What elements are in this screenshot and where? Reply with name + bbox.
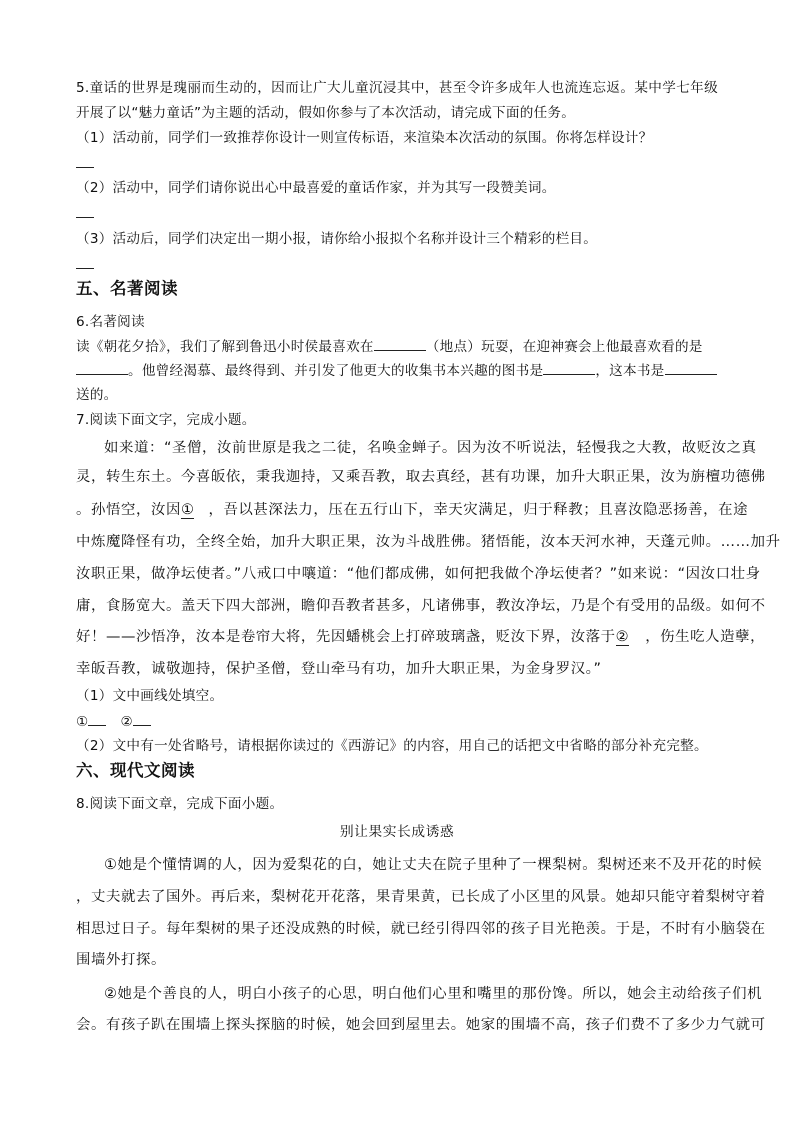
answer-blank[interactable] [76, 167, 94, 168]
article-line: 会。有孩子趴在围墙上探头探脑的时候，她会回到屋里去。她家的围墙不高，孩子们费不了多少力气就可 [76, 1017, 766, 1033]
fill-blank[interactable] [374, 336, 426, 351]
q6-line-2 [76, 360, 718, 381]
passage-text: 好！——沙悟净，汝本是卷帘大将，先因蟠桃会上打碎玻璃盏，贬汝下界，汝落于 [76, 629, 616, 645]
q6-text: （地点）玩耍，在迎神赛会上他最喜欢看的是 [425, 339, 703, 355]
q6-text: 读《朝花夕拾》，我们了解到鲁迅小时侯最喜欢在 [76, 339, 374, 355]
q7-passage-line: 如来道：“圣僧，汝前世原是我之二徒，名唤金蝉子。因为汝不听说法，轻慢我之大教，故贬汝之真 [104, 440, 757, 456]
answer-blank[interactable] [76, 268, 94, 269]
article-line: ，丈夫就去了国外。再后来，梨树花开花落，果青果黄，已长成了小区里的风景。她却只能守着梨树守着 [76, 889, 766, 905]
q7-label: 7.阅读下面文字，完成小题。 [76, 412, 256, 428]
q7-passage-line [76, 627, 766, 647]
section-heading: 五、名著阅读 [76, 279, 178, 298]
blank-marker-2[interactable]: ② [615, 629, 630, 645]
passage-text: ，吾以甚深法力，压在五行山下，幸天灾满足，归于释教；且喜汝隐恶扬善，在途 [208, 502, 749, 518]
q6-text: 。他曾经渴慕、最终得到、并引发了他更大的收集书本兴趣的图书是 [128, 363, 544, 379]
article-title: 别让果实长成诱惑 [339, 824, 455, 840]
q7-passage-line: 灵，转生东土。今喜皈依，秉我迦持，又乘吾教，取去真经，甚有功课，加升大职正果，汝为旃檀功德佛 [76, 469, 766, 485]
q6-line-1 [76, 336, 718, 357]
answer-blank[interactable] [88, 711, 106, 726]
answer-label-2: ② [120, 714, 133, 730]
q5-line-2: 开展了以“魅力童话”为主题的活动，假如你参与了本次活动，请完成下面的任务。 [76, 105, 576, 121]
blank-marker-1[interactable]: ① [180, 502, 195, 518]
q6-line-3: 送的。 [76, 387, 118, 403]
q7-passage-line: 庸，食肠宽大。盖天下四大部洲，瞻仰吾教者甚多，凡诸佛事，教汝净坛，乃是个有受用的品级。如何不 [76, 598, 766, 614]
article-line: 相思过日子。每年梨树的果子还没成熟的时候，就已经引得四邻的孩子目光艳羡。于是，不时有小脑袋在 [76, 921, 766, 937]
q8-label: 8.阅读下面文章，完成下面小题。 [76, 796, 284, 812]
q5-line-1: 5.童话的世界是瑰丽而生动的，因而让广大儿童沉浸其中，甚至令许多成年人也流连忘返。某中学七年级 [76, 80, 718, 96]
q5-task-3: （3）活动后，同学们决定出一期小报，请你给小报拟个名称并设计三个精彩的栏目。 [76, 231, 598, 247]
q7-passage-line: 幸皈吾教，诚敬迦持，保护圣僧，登山牵马有功，加升大职正果，为金身罗汉。” [76, 661, 602, 677]
q5-task-2: （2）活动中，同学们请你说出心中最喜爱的童话作家，并为其写一段赞美词。 [76, 180, 556, 196]
answer-label-1: ① [76, 714, 89, 730]
q7-sub-1: （1）文中画线处填空。 [76, 688, 224, 704]
fill-blank[interactable] [543, 360, 595, 375]
q7-sub-2: （2）文中有一处省略号，请根据你读过的《西游记》的内容，用自己的话把文中省略的部分补充完整。 [76, 738, 708, 754]
article-line: ①她是个懂情调的人，因为爱梨花的白，她让丈夫在院子里种了一棵梨树。梨树还来不及开花的时候 [104, 857, 763, 873]
q7-passage-line: 中炼魔降怪有功，全终全始，加升大职正果，汝为斗战胜佛。猪悟能，汝本天河水神，天蓬元帅。……加升 [76, 534, 781, 550]
section-heading: 六、现代文阅读 [76, 761, 195, 780]
passage-text: 。孙悟空，汝因 [76, 502, 181, 518]
answer-blank[interactable] [133, 711, 151, 726]
fill-blank[interactable] [76, 360, 128, 375]
answer-blank[interactable] [76, 217, 94, 218]
fill-blank[interactable] [665, 360, 717, 375]
q6-label: 6.名著阅读 [76, 314, 145, 330]
passage-text: ，伤生吃人造孽， [645, 629, 766, 645]
q7-passage-line: 汝职正果，做净坛使者。”八戒口中嚷道：“他们都成佛，如何把我做个净坛使者？”如来说：“因汝口壮身 [76, 566, 761, 582]
article-line: 围墙外打探。 [76, 952, 166, 968]
article-line: ②她是个善良的人，明白小孩子的心思，明白他们心里和嘴里的那份馋。所以，她会主动给孩子们机 [104, 986, 763, 1002]
q7-answers [76, 711, 718, 732]
q5-task-1: （1）活动前，同学们一致推荐你设计一则宣传标语，来渲染本次活动的氛围。你将怎样设计？ [76, 130, 653, 146]
q6-text: ，这本书是 [595, 363, 665, 379]
q7-passage-line [76, 500, 749, 520]
